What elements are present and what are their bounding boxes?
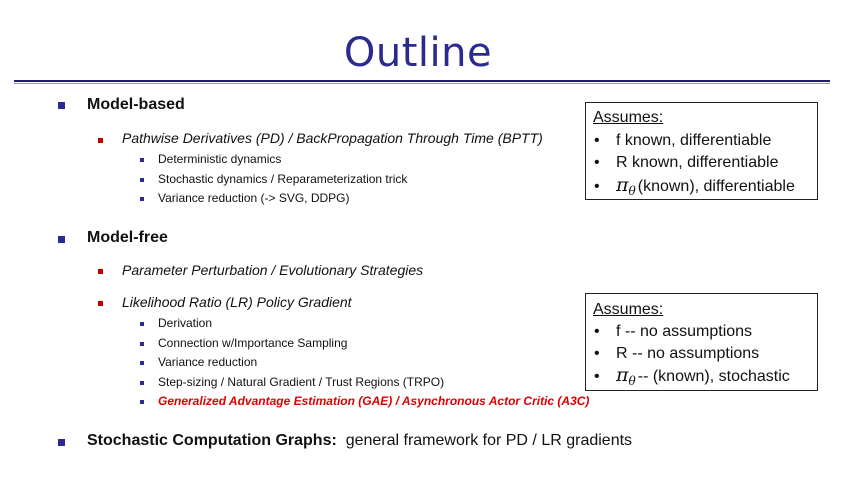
scg-label: Stochastic Computation Graphs: xyxy=(87,432,337,449)
bullet-square xyxy=(98,269,103,274)
box-header: Assumes: xyxy=(593,301,664,318)
row-text: -- (known), stochastic xyxy=(637,368,790,385)
bullet-square xyxy=(140,342,144,346)
section-model-free: Model-free xyxy=(87,229,168,246)
bullet-square xyxy=(98,138,103,143)
theta-symbol: θ xyxy=(628,184,636,198)
box-row-f xyxy=(594,132,771,150)
subitem-step-sizing: Step-sizing / Natural Gradient / Trust Regions (TRPO) xyxy=(158,375,445,389)
pi-symbol: π xyxy=(616,364,629,386)
theta-symbol: θ xyxy=(628,374,636,388)
row-bullet: • xyxy=(594,132,600,149)
title-divider-shadow xyxy=(14,83,830,84)
bullet-square xyxy=(140,400,144,404)
bullet-square xyxy=(140,322,144,326)
bullet-square xyxy=(140,178,144,182)
subitem-deterministic: Deterministic dynamics xyxy=(158,152,282,166)
assumptions-box-model-based xyxy=(585,102,818,200)
row-bullet: • xyxy=(594,323,600,340)
bullet-square xyxy=(140,158,144,162)
box-row-r xyxy=(594,154,778,172)
box-row-r xyxy=(594,345,759,363)
item-likelihood-ratio: Likelihood Ratio (LR) Policy Gradient xyxy=(122,294,352,310)
box-row-pi xyxy=(594,364,790,386)
subitem-derivation: Derivation xyxy=(158,316,213,330)
row-text: (known), differentiable xyxy=(637,178,795,195)
subitem-stochastic: Stochastic dynamics / Reparameterization trick xyxy=(158,172,408,186)
section-model-based: Model-based xyxy=(87,96,185,113)
section-scg xyxy=(87,432,632,450)
box-row-f xyxy=(594,323,752,341)
row-text: R known, differentiable xyxy=(616,154,779,171)
row-text: R -- no assumptions xyxy=(616,345,760,362)
bullet-square xyxy=(140,381,144,385)
subitem-variance-reduction: Variance reduction xyxy=(158,355,258,369)
item-pathwise-derivatives: Pathwise Derivatives (PD) / BackPropagation Through Time (BPTT) xyxy=(122,130,543,146)
row-bullet: • xyxy=(594,345,600,362)
bullet-square xyxy=(98,301,103,306)
bullet-square xyxy=(58,439,65,446)
row-bullet: • xyxy=(594,178,600,195)
bullet-square xyxy=(140,361,144,365)
page-title: Outline xyxy=(343,30,493,76)
row-text: f known, differentiable xyxy=(616,132,772,149)
box-row-pi xyxy=(594,174,795,196)
pi-symbol: π xyxy=(616,174,629,196)
row-bullet: • xyxy=(594,368,600,385)
assumptions-box-model-free xyxy=(585,293,818,391)
subitem-importance-sampling: Connection w/Importance Sampling xyxy=(158,336,348,350)
box-header: Assumes: xyxy=(593,109,664,126)
bullet-square xyxy=(140,197,144,201)
bullet-square xyxy=(58,236,65,243)
subitem-variance-reduction: Variance reduction (-> SVG, DDPG) xyxy=(158,191,350,205)
row-text: f -- no assumptions xyxy=(616,323,753,340)
subitem-gae-a3c: Generalized Advantage Estimation (GAE) / Asynchronous Actor Critic (A3C) xyxy=(158,394,590,408)
scg-description: general framework for PD / LR gradients xyxy=(345,432,633,449)
item-parameter-perturbation: Parameter Perturbation / Evolutionary Strategies xyxy=(122,262,424,278)
title-divider xyxy=(14,80,830,82)
bullet-square xyxy=(58,102,65,109)
row-bullet: • xyxy=(594,154,600,171)
